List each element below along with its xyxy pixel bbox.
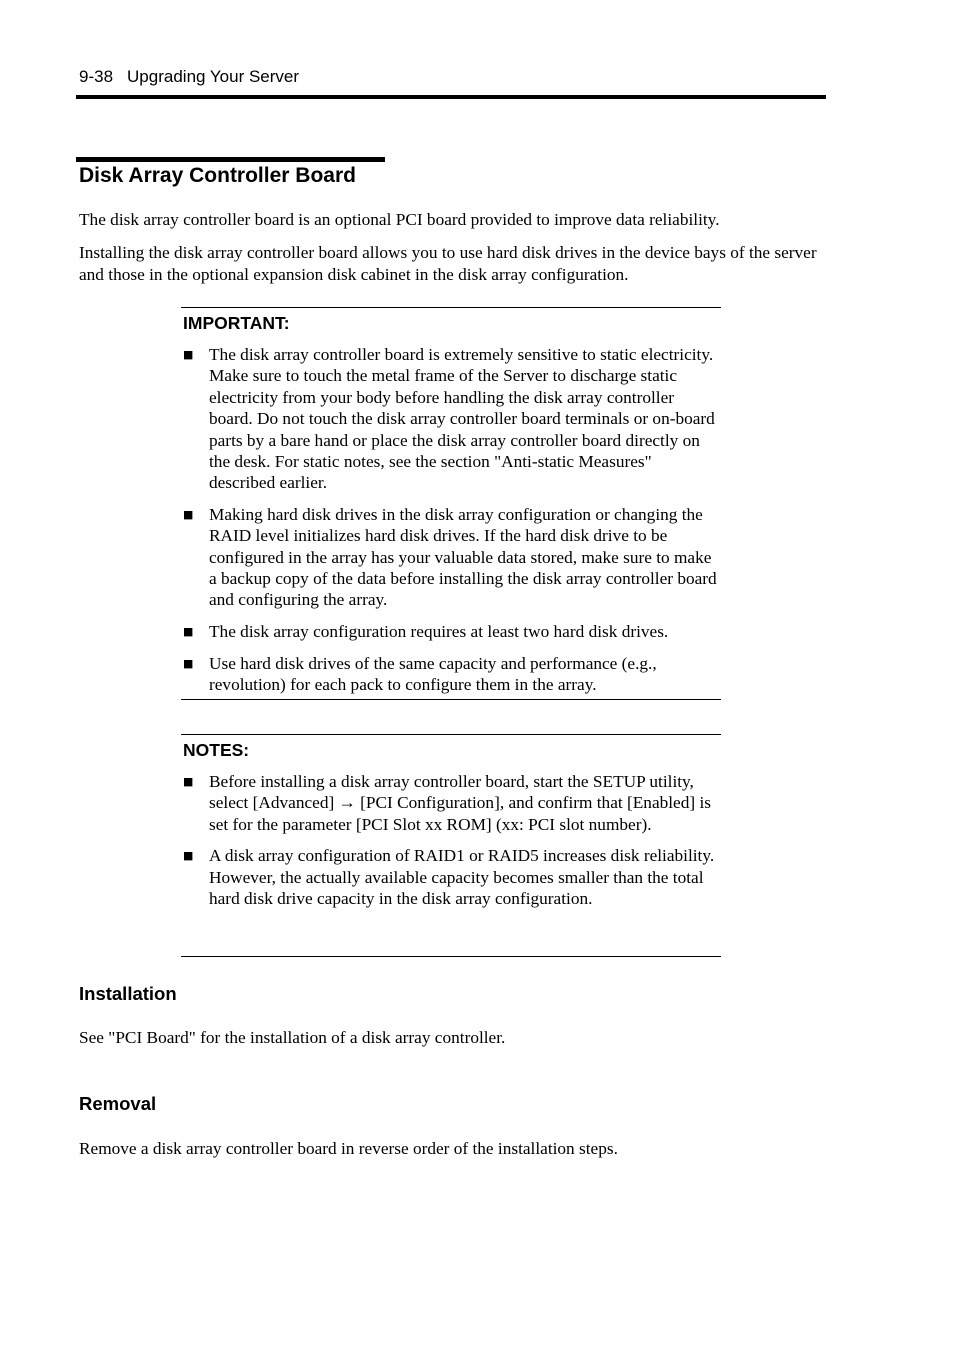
intro-paragraph-2: Installing the disk array controller board allows you to use hard disk drives in the device bays of the server and those in the optional expansion disk cabinet in the disk array configuration. [79, 243, 817, 284]
important-list [181, 344, 721, 696]
square-bullet-icon: ■ [183, 656, 194, 670]
list-item-text: The disk array configuration requires at least two hard disk drives. [209, 621, 669, 641]
page-number: 9-38 [79, 67, 114, 86]
header-rule [76, 95, 826, 99]
notes-box [181, 734, 721, 957]
square-bullet-icon: ■ [183, 775, 194, 788]
installation-heading: Installation [79, 983, 177, 1004]
list-item-text: Making hard disk drives in the disk array configuration or changing the RAID level initializes hard disk drives. If the hard disk drive to be configured in the array has your valuable data stored, make sure to make a backup copy of the data before installing the disk array controller board and configuring the array. [209, 504, 717, 610]
important-box [181, 307, 721, 700]
list-item-text: Before installing a disk array controller board, start the SETUP utility, select [Advanced] → [PCI Configuration], and confirm that [Enabled] is set for the parameter [PCI Slot xx ROM] (xx: PCI slot number). [209, 772, 711, 834]
list-item [181, 344, 721, 494]
list-item [181, 504, 721, 611]
removal-heading: Removal [79, 1093, 157, 1114]
list-item-text: Use hard disk drives of the same capacity and performance (e.g., revolution) for each pack to configure them in the array. [209, 653, 657, 695]
list-item-text: The disk array controller board is extremely sensitive to static electricity. Make sure to touch the metal frame of the Server to discharge static electricity from your body before handling the disk array controller board. Do not touch the disk array controller board terminals or on-board parts by a bare hand or place the disk array controller board directly on the desk. For static notes, see the section "Anti-static Measures" described earlier. [209, 345, 715, 493]
list-item [181, 653, 721, 696]
square-bullet-icon: ■ [183, 348, 194, 361]
list-item [181, 771, 721, 835]
list-item [181, 621, 721, 643]
notes-list [181, 771, 721, 909]
installation-text: See "PCI Board" for the installation of a disk array controller. [79, 1028, 506, 1047]
removal-text: Remove a disk array controller board in reverse order of the installation steps. [79, 1139, 618, 1158]
important-heading: IMPORTANT: [183, 313, 290, 333]
intro-paragraph-1: The disk array controller board is an optional PCI board provided to improve data reliability. [79, 210, 720, 229]
chapter-title: Upgrading Your Server [127, 67, 300, 86]
square-bullet-icon: ■ [183, 507, 194, 521]
list-item [181, 845, 721, 909]
square-bullet-icon: ■ [183, 624, 194, 638]
list-item-text: A disk array configuration of RAID1 or RAID5 increases disk reliability. However, the actually available capacity becomes smaller than the total hard disk drive capacity in the disk array configuration. [209, 846, 715, 909]
notes-heading: NOTES: [183, 740, 250, 760]
running-header [79, 66, 299, 88]
square-bullet-icon: ■ [183, 849, 194, 863]
section-title: Disk Array Controller Board [79, 164, 356, 187]
